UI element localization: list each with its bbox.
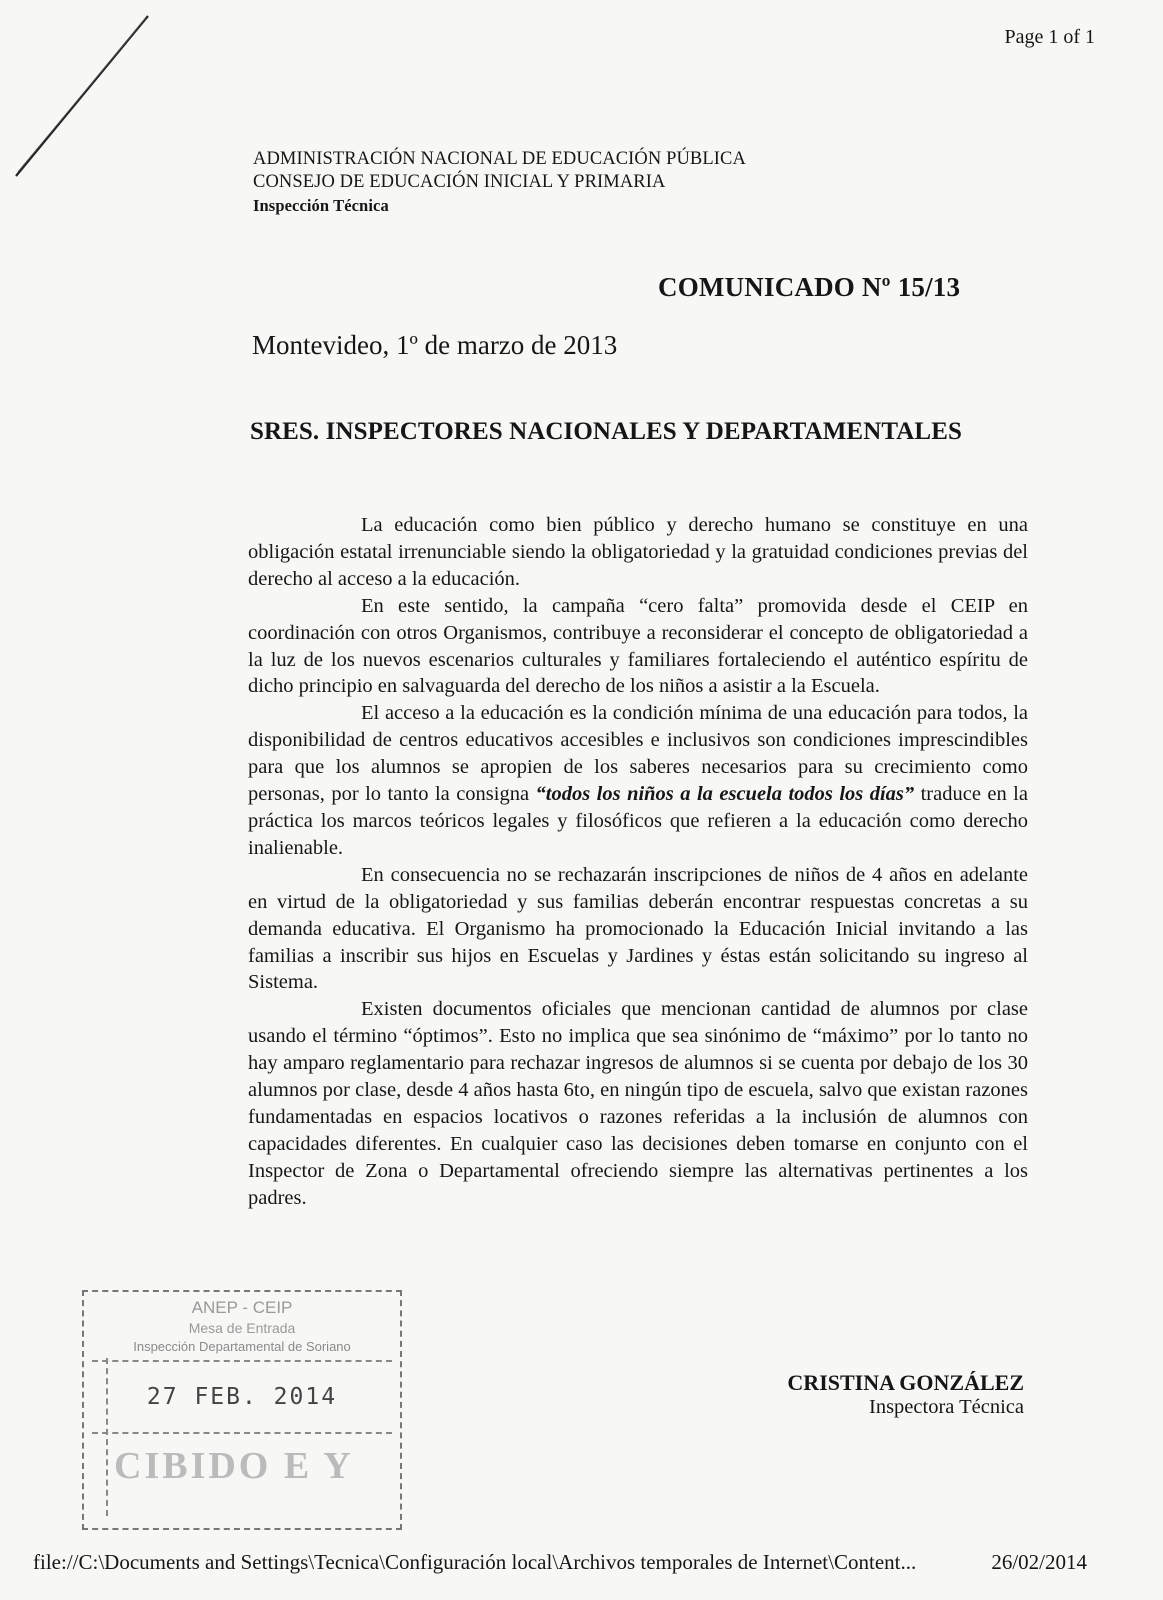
paragraph-2: En este sentido, la campaña “cero falta” promovida desde el CEIP en coordinación con otros Organismos, contribuye a reconsiderar el concepto de obligatoriedad a la luz de los nuevos escenarios culturales y familiares fortaleciendo el auténtico espíritu de dicho principio en salvaguarda del derecho de los niños a asistir a la Escuela. xyxy=(248,594,1028,698)
stamp-line-3: Inspección Departamental de Soriano xyxy=(133,1339,351,1354)
stamp-divider xyxy=(92,1360,392,1362)
stamp-divider xyxy=(92,1432,392,1434)
signer-title: Inspectora Técnica xyxy=(869,1396,1024,1418)
stamp-line-1: ANEP - CEIP xyxy=(191,1298,293,1317)
addressee: SRES. INSPECTORES NACIONALES Y DEPARTAMENTALES xyxy=(250,418,962,445)
footer-file-path: file://C:\Documents and Settings\Tecnica\Configuración local\Archivos temporales de Internet\Content... xyxy=(33,1550,917,1574)
letterhead-line-1: ADMINISTRACIÓN NACIONAL DE EDUCACIÓN PÚBLICA xyxy=(253,149,746,169)
place-date: Montevideo, 1º de marzo de 2013 xyxy=(252,330,618,360)
paragraph-5: Existen documentos oficiales que mencionan cantidad de alumnos por clase usando el término “óptimos”. Esto no implica que sea sinónimo de “máximo” por lo tanto no hay amparo reglamentario para rechazar ingresos de alumnos si se cuenta por debajo de los 30 alumnos por clase, desde 4 años hasta 6to, en ningún tipo de escuela, salvo que existan razones fundamentadas en espacios locativos o razones referidas a la inclusión de alumnos con capacidades diferentes. En cualquier caso las decisiones deben tomarse en conjunto con el Inspector de Zona o Departamental ofreciendo siempre las alternativas pertinentes a los padres. xyxy=(248,998,1028,1209)
document-number: COMUNICADO Nº 15/13 xyxy=(658,272,961,302)
letterhead-line-3: Inspección Técnica xyxy=(253,196,389,215)
stamp-date: 27 FEB. 2014 xyxy=(146,1384,338,1410)
paragraph-1: La educación como bien público y derecho humano se constituye en una obligación estatal irrenunciable siendo la obligatoriedad y la gratuidad condiciones previas del derecho al acceso a la educación. xyxy=(248,514,1028,590)
signer-name: CRISTINA GONZÁLEZ xyxy=(787,1370,1024,1395)
scan-mark xyxy=(14,14,154,179)
letterhead xyxy=(253,148,746,217)
received-stamp xyxy=(82,1290,402,1530)
paragraph-3-text-a: El acceso a la educación es la condición mínima de una educación para todos, la disponibilidad de centros educativos accesibles e inclusivos son condiciones imprescindibles para que los alumnos se apropien de los saberes necesarios para su crecimiento como personas, por lo tanto la consigna xyxy=(248,702,1028,806)
letterhead-line-2: CONSEJO DE EDUCACIÓN INICIAL Y PRIMARIA xyxy=(253,172,666,192)
stamp-line-2: Mesa de Entrada xyxy=(188,1320,296,1336)
stamp-received: CIBIDO E Y xyxy=(114,1445,354,1487)
letter-body xyxy=(248,512,1028,1212)
paragraph-4: En consecuencia no se rechazarán inscripciones de niños de 4 años en adelante en virtud de la obligatoriedad y sus familias deberán encontrar respuestas concretas a su demanda educativa. El Organismo ha promocionado la Educación Inicial invitando a las familias a inscribir sus hijos en Escuelas y Jardines y éstas están solicitando su ingreso al Sistema. xyxy=(248,863,1028,994)
slogan: “todos los niños a la escuela todos los días” xyxy=(535,783,915,806)
signature-block xyxy=(787,1370,1024,1420)
page-number: Page 1 of 1 xyxy=(1004,26,1095,48)
paragraph-3 xyxy=(248,700,1028,861)
paragraph-3-text-b: traduce en la práctica los marcos teóricos legales y filosóficos que refieren a la educación como derecho inalienable. xyxy=(248,783,1028,859)
footer-print-date: 26/02/2014 xyxy=(991,1550,1087,1574)
stamp-divider-vertical xyxy=(106,1358,108,1516)
